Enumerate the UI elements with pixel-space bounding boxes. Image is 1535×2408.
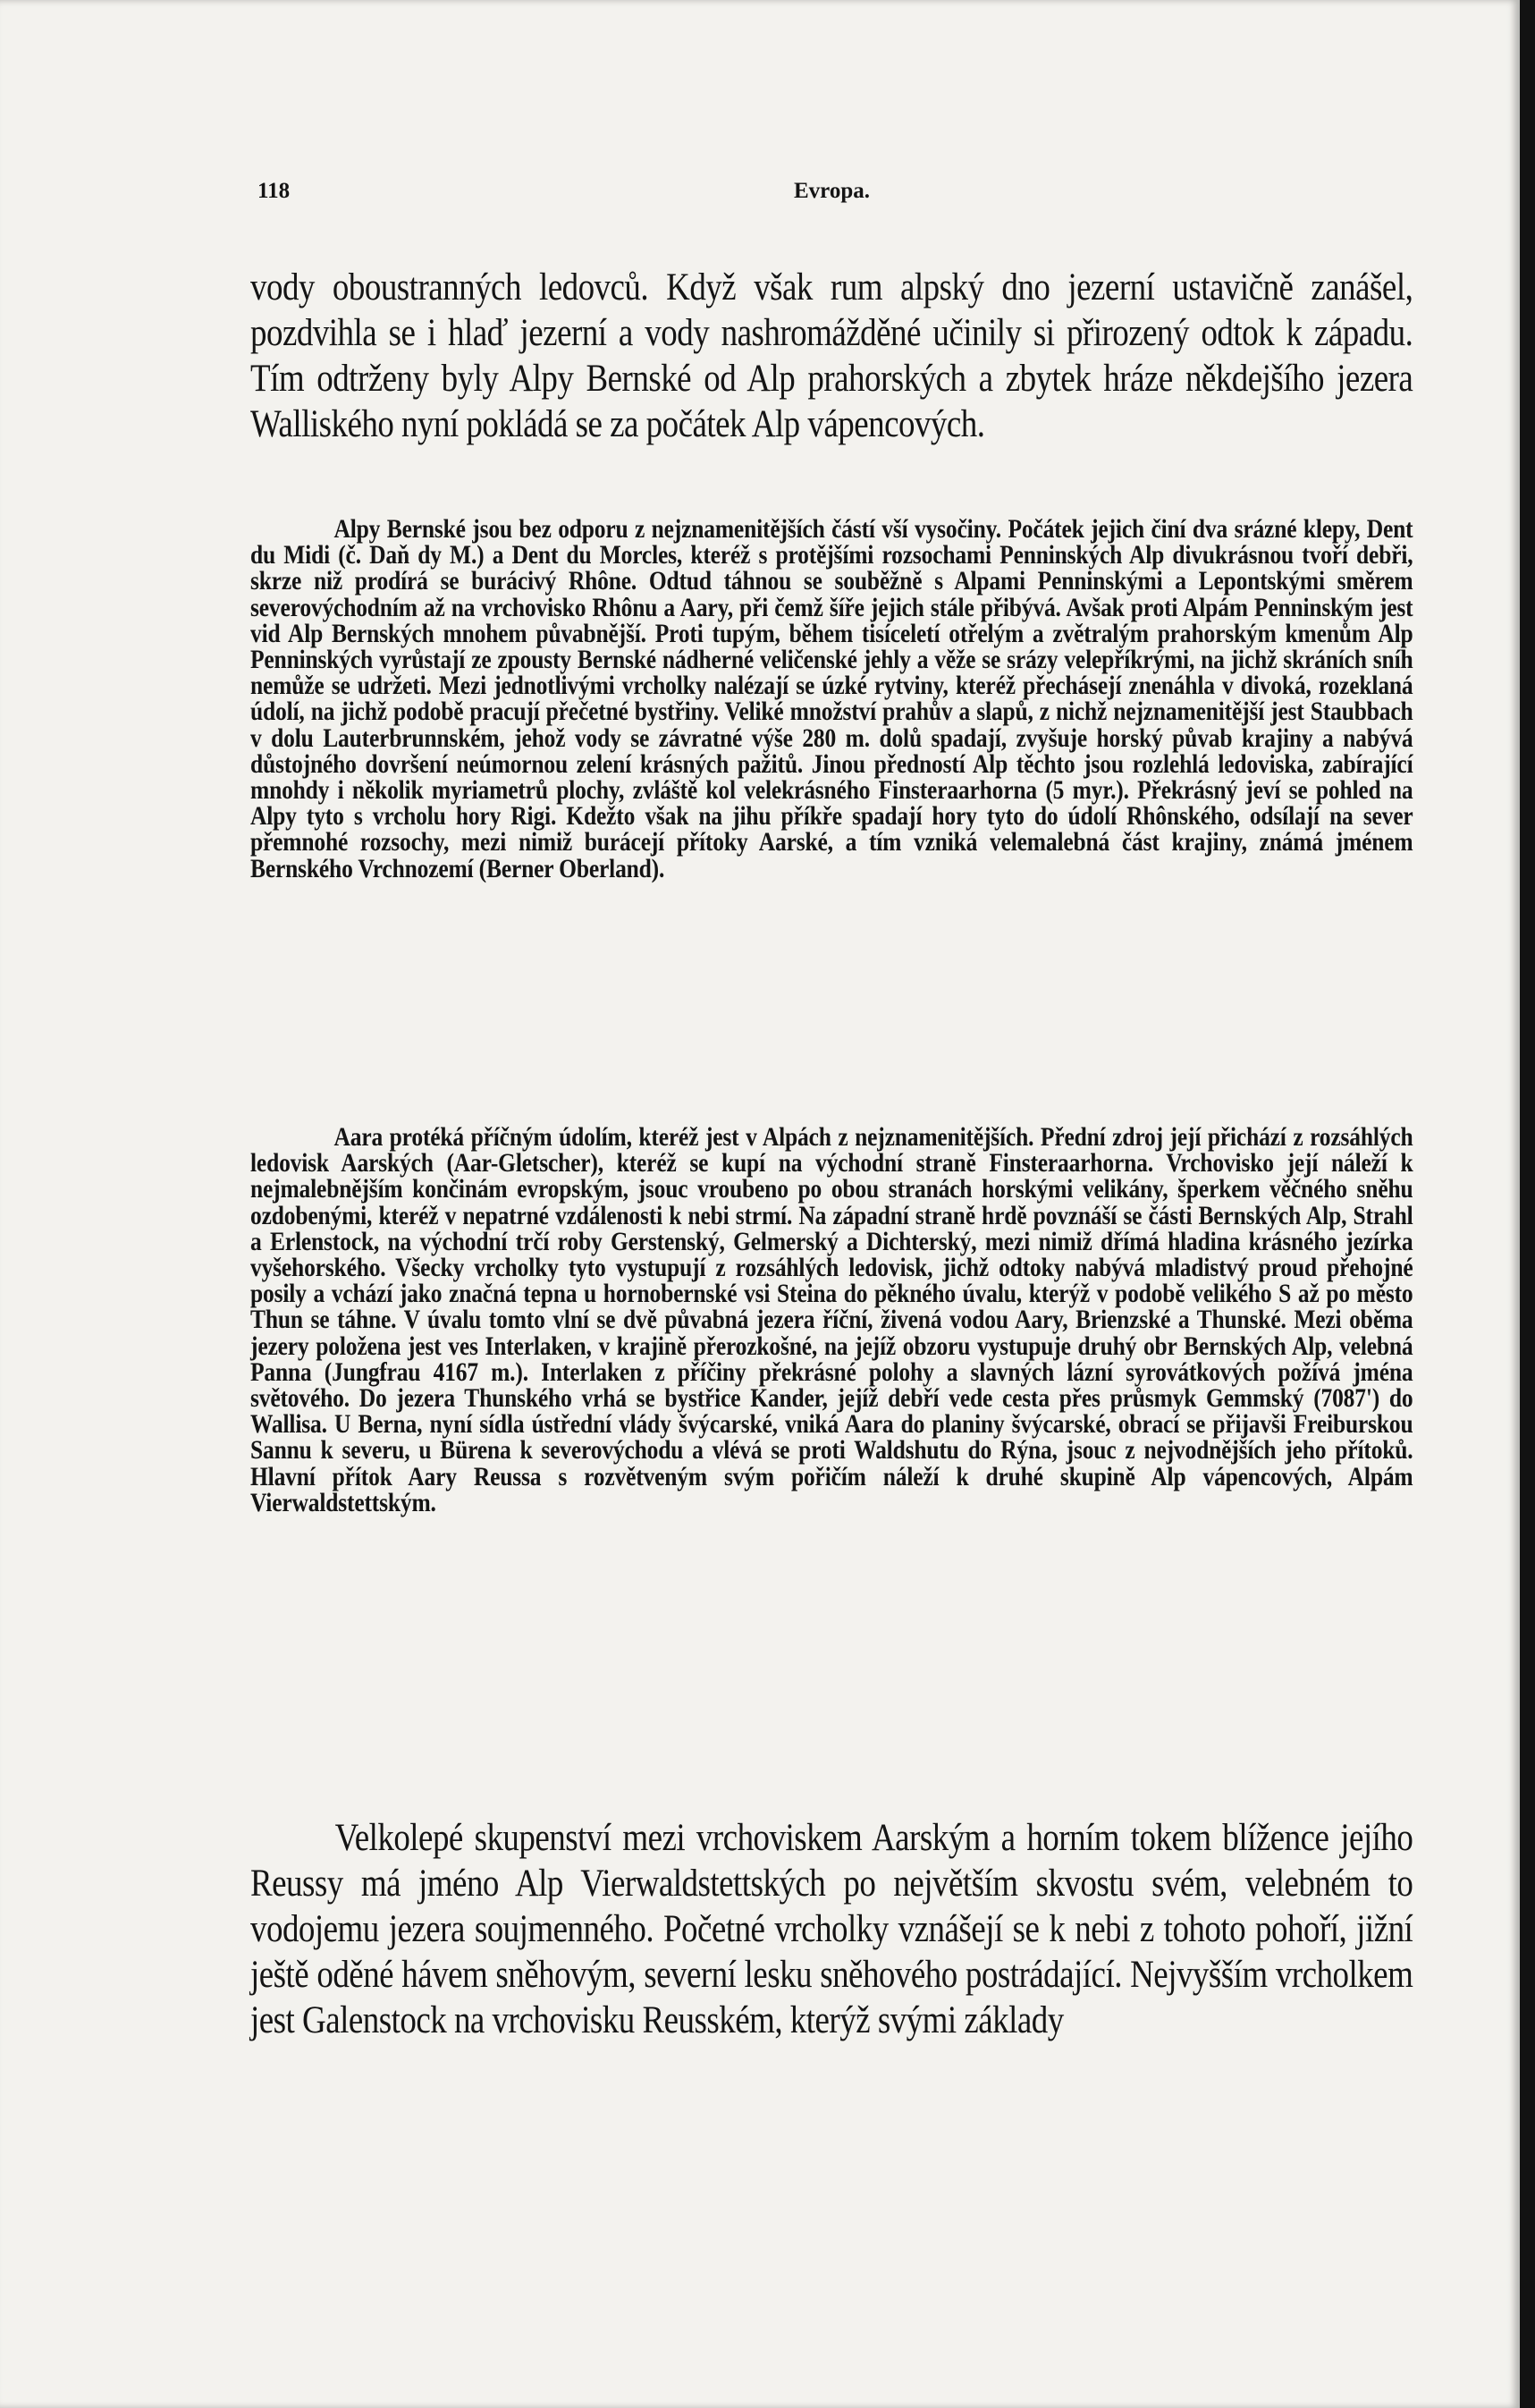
paragraph-intro bbox=[250, 265, 1413, 447]
page-number: 118 bbox=[257, 179, 291, 203]
paragraph-vierwaldstetten bbox=[250, 1815, 1413, 2043]
running-title: Evropa. bbox=[794, 179, 870, 203]
scan-edge bbox=[1520, 0, 1535, 2408]
paragraph-text: Aara protéká příčným údolím, kteréž jest v Alpách z nejznamenitějších. Přední zdroj její přichází z rozsáhlých ledovisk Aarských (Aar-Gletscher), kteréž se kupí na východní straně Finsteraarhorna. Vrchovisko její náleží k nejmalebnějším končinám evropským, jsouc vroubeno po obou stranách horskými velikány, šperkem věčného sněhu ozdobenými, kteréž v nepatrné vzdálenosti k nebi strmí. Na západní straně hrdě povznáší se části Bernských Alp, Strahl a Erlenstock, na východní trčí roby Gerstenský, Gelmerský a Dichterský, mezi nimiž dřímá hladina krásného jezírka vyšehorského. Všecky vrcholky tyto vystupují z rozsáhlých ledovisk, jichž odtoky nabývá mladistvý proud přehojné posily a vchází jako značná tepna u hornobernské vsi Steina do pěkného úvalu, kterýž v podobě velikého S až po město Thun se táhne. V úvalu tomto vlní se dvě půvabná jezera říční, živená vodou Aary, Brienzské a Thunské. Mezi oběma jezery položena jest ves Interlaken, v krajině přerozkošné, na jejíž obzoru vystupuje druhý obr Bernských Alp, velebná Panna (Jungfrau 4167 m.). Interlaken z příčiny překrásné polohy a slavných lázní syrovátkových požívá jména světového. Do jezera Thunského vrhá se bystřice Kander, jejíž debří vede cesta přes průsmyk Gemmský (7087') do Wallisa. U Berna, nyní sídla ústřední vlády švýcarské, vniká Aara do planiny švýcarské, obrací se přijavši Freiburskou Sannu k severu, u Bürena k severovýchodu a vlévá se proti Waldshutu do Rýna, jsouc z nejvodnějších jeho přítoků. Hlavní přítok Aary Reussa s rozvětveným svým pořičím náleží k druhé skupině Alp vápencových, Alpám Vierwaldstettským. bbox=[250, 1122, 1413, 1517]
paragraph-text: Alpy Bernské jsou bez odporu z nejznamenitějších částí vší vysočiny. Počátek jejich činí dva srázné klepy, Dent du Midi (č. Daň dy M.) a Dent du Morcles, kteréž s protějšími rozsochami Penninských Alp divukrásnou tvoří debři, skrze niž prodírá se burácivý Rhône. Odtud táhnou se souběžně s Alpami Penninskými a Lepontskými směrem severovýchodním až na vrchovisko Rhônu a Aary, při čemž šíře jejich stále přibývá. Avšak proti Alpám Penninským jest vid Alp Bernských mnohem půvabnější. Proti tupým, během tisíceletí otřelým a zvětralým prahorským kmenům Alp Penninských vyrůstají ze zpousty Bernské nádherné veličenské jehly a věže se srázy velepříkrými, na jichž skráních sníh nemůže se udržeti. Mezi jednotlivými vrcholky nalézají se úzké rytviny, kteréž přechásejí znenáhla v divoká, rozeklaná údolí, na jichž podobě pracují přečetné bystřiny. Veliké množství prahův a slapů, z nichž nejznamenitější jest Staubbach v dolu Lauterbrunnském, jehož vody se závratné výše 280 m. dolů spadají, zvyšuje horský půvab krajiny a nabývá důstojného dovršení neúmornou zelení krásných pažitů. Jinou předností Alp těchto jsou rozlehlá ledoviska, zabírající mnohdy i několik myriametrů plochy, zvláště kol velekrásného Finsteraarhorna (5 myr.). Překrásný jeví se pohled na Alpy tyto s vrcholu hory Rigi. Kdežto však na jihu příkře spadají hory tyto do údolí Rhônského, odsílají na sever přemnohé rozsochy, mezi nimiž burácejí přítoky Aarské, a tím vzniká velemalebná část krajiny, známá jménem Bernského Vrchnozemí (Berner Oberland). bbox=[250, 514, 1413, 883]
paragraph-text: vody oboustranných ledovců. Když však rum alpský dno jezerní ustavičně zanášel, pozdvihla se i hlaď jezerní a vody nashromážděné učinily si přirozený odtok k západu. Tím odtrženy byly Alpy Bernské od Alp prahorských a zbytek hráze někdejšího jezera Walliského nyní pokládá se za počátek Alp vápencových. bbox=[250, 266, 1413, 445]
page-header bbox=[257, 179, 1406, 215]
paragraph-aare bbox=[250, 1124, 1413, 1516]
paragraph-bernese-alps bbox=[250, 516, 1413, 882]
paragraph-text: Velkolepé skupenství mezi vrchoviskem Aarským a horním tokem blížence jejího Reussy má jméno Alp Vierwaldstettských po největším skvostu svém, velebném to vodojemu jezera soujmenného. Početné vrcholky vznášejí se k nebi z tohoto pohoří, jižní ještě oděné hávem sněhovým, severní lesku sněhového postrádající. Nejvyšším vrcholkem jest Galenstock na vrchovisku Reusském, kterýž svými základy bbox=[250, 1817, 1413, 2041]
